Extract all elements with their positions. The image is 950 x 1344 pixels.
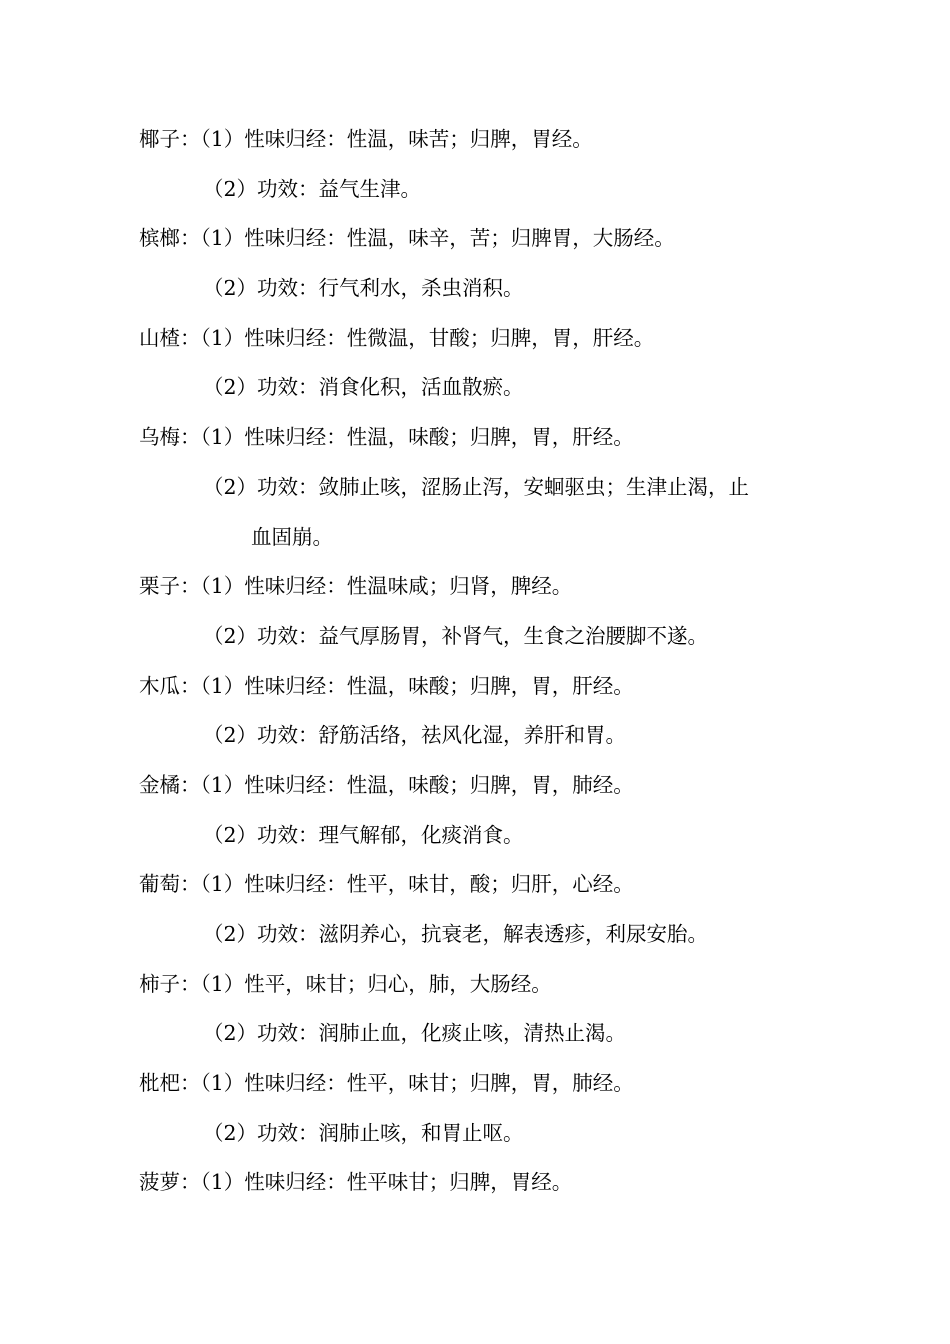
entry-line: （2）功效：滋阴养心，抗衰老，解表透疹，利尿安胎。 — [203, 922, 709, 946]
entry-line: （1）性味归经：性温，味辛，苦；归脾胃，大肠经。 — [200, 226, 675, 251]
entry-name: 枇杷： — [139, 1071, 201, 1096]
entry-first-line — [139, 1059, 819, 1109]
entry-first-line — [139, 115, 819, 165]
entry-line: （1）性味归经：性温，味酸；归脾，胃，肝经。 — [200, 673, 634, 698]
entry-line: （1）性味归经：性温，味苦；归脾，胃经。 — [200, 127, 593, 151]
entry-line: （2）功效：舒筋活络，祛风化湿，养肝和胃。 — [203, 723, 627, 748]
entry-coconut — [139, 115, 819, 214]
entry-persimmon — [139, 960, 819, 1059]
entry-line: （1）性平，味甘；归心，肺，大肠经。 — [200, 971, 552, 996]
entry-line: （1）性味归经：性温，味酸；归脾，胃，肺经。 — [200, 772, 634, 797]
entry-line: （2）功效：理气解郁，化痰消食。 — [203, 822, 524, 847]
document-body — [139, 115, 819, 1208]
entry-hawthorn — [139, 314, 819, 413]
entry-name: 栗子： — [139, 574, 201, 599]
entry-name: 柿子： — [139, 971, 201, 996]
entry-first-line — [139, 413, 819, 463]
entry-first-line — [139, 860, 819, 910]
entry-kumquat — [139, 761, 819, 860]
entry-name: 乌梅： — [139, 425, 201, 450]
entry-line: （1）性味归经：性温，味酸；归脾，胃，肝经。 — [200, 425, 634, 450]
entry-first-line — [139, 314, 819, 364]
entry-first-line — [139, 662, 819, 712]
entry-line: （2）功效：润肺止血，化痰止咳，清热止渴。 — [203, 1021, 627, 1046]
entry-smoked-plum — [139, 413, 819, 562]
entry-line: （1）性味归经：性微温，甘酸；归脾，胃，肝经。 — [200, 325, 655, 350]
entry-areca — [139, 214, 819, 313]
entry-line: （1）性味归经：性平，味甘，酸；归肝，心经。 — [200, 872, 634, 897]
entry-line-continuation: 血固崩。 — [251, 524, 333, 549]
entry-name: 山楂： — [139, 325, 201, 350]
entry-line: （2）功效：益气生津。 — [203, 176, 422, 201]
entry-first-line — [139, 1158, 819, 1208]
entry-name: 菠萝： — [139, 1170, 201, 1195]
entry-first-line — [139, 960, 819, 1010]
entry-first-line — [139, 214, 819, 264]
entry-name: 椰子： — [139, 127, 201, 151]
entry-line: （2）功效：敛肺止咳，涩肠止泻，安蛔驱虫；生津止渴，止 — [203, 474, 750, 499]
entry-papaya — [139, 662, 819, 761]
entry-name: 木瓜： — [139, 673, 201, 698]
entry-first-line — [139, 562, 819, 612]
entry-line: （2）功效：消食化积，活血散瘀。 — [203, 375, 524, 400]
entry-first-line — [139, 761, 819, 811]
entry-loquat — [139, 1059, 819, 1158]
entry-line: （2）功效：行气利水，杀虫消积。 — [203, 276, 524, 301]
entry-line: （1）性味归经：性平，味甘；归脾，胃，肺经。 — [200, 1071, 634, 1096]
entry-name: 葡萄： — [139, 872, 201, 897]
entry-line: （2）功效：润肺止咳，和胃止呕。 — [203, 1120, 524, 1145]
entry-pineapple — [139, 1158, 819, 1208]
entry-line: （1）性味归经：性平味甘；归脾，胃经。 — [200, 1170, 573, 1195]
entry-chestnut — [139, 562, 819, 661]
entry-name: 槟榔： — [139, 226, 201, 251]
entry-grape — [139, 860, 819, 959]
entry-line: （1）性味归经：性温味咸；归肾，脾经。 — [200, 574, 573, 599]
entry-line: （2）功效：益气厚肠胃，补肾气，生食之治腰脚不遂。 — [203, 623, 709, 648]
entry-name: 金橘： — [139, 772, 201, 797]
